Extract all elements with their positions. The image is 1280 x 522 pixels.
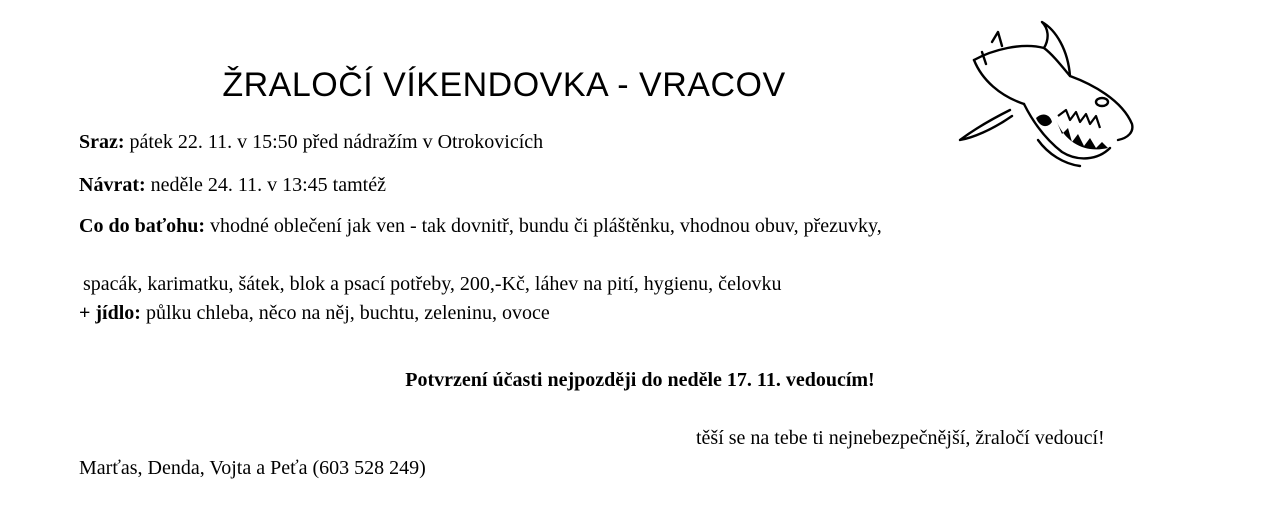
return-text: neděle 24. 11. v 13:45 tamtéž [145,174,386,196]
confirmation-notice: Potvrzení účasti nejpozději do neděle 17. 11. vedoucím! [405,369,875,391]
return-info [79,171,386,200]
food-label: + jídlo: [79,302,141,324]
leaders-contact: Marťas, Denda, Vojta a Peťa (603 528 249) [79,457,426,479]
packing-list [79,212,939,241]
food-text: půlku chleba, něco na něj, buchtu, zeleninu, ovoce [140,302,550,324]
meeting-label: Sraz: [79,131,125,153]
packing-text: vhodné oblečení jak ven - tak dovnitř, bundu či pláštěnku, vhodnou obuv, přezuvky, [205,215,882,237]
packing-label: Co do baťohu: [79,215,206,237]
meeting-info [79,128,543,157]
packing-list-continued: spacák, karimatku, šátek, blok a psací potřeby, 200,-Kč, láhev na pití, hygienu, čelovku [83,273,782,295]
shark-icon [952,20,1142,175]
greeting-text: těší se na tebe ti nejnebezpečnější, žraločí vedoucí! [696,427,1105,449]
page-title: ŽRALOČÍ VÍKENDOVKA - VRACOV [222,66,786,104]
meeting-text: pátek 22. 11. v 15:50 před nádražím v Otrokovicích [124,131,544,153]
return-label: Návrat: [79,174,146,196]
food-info [79,299,550,328]
